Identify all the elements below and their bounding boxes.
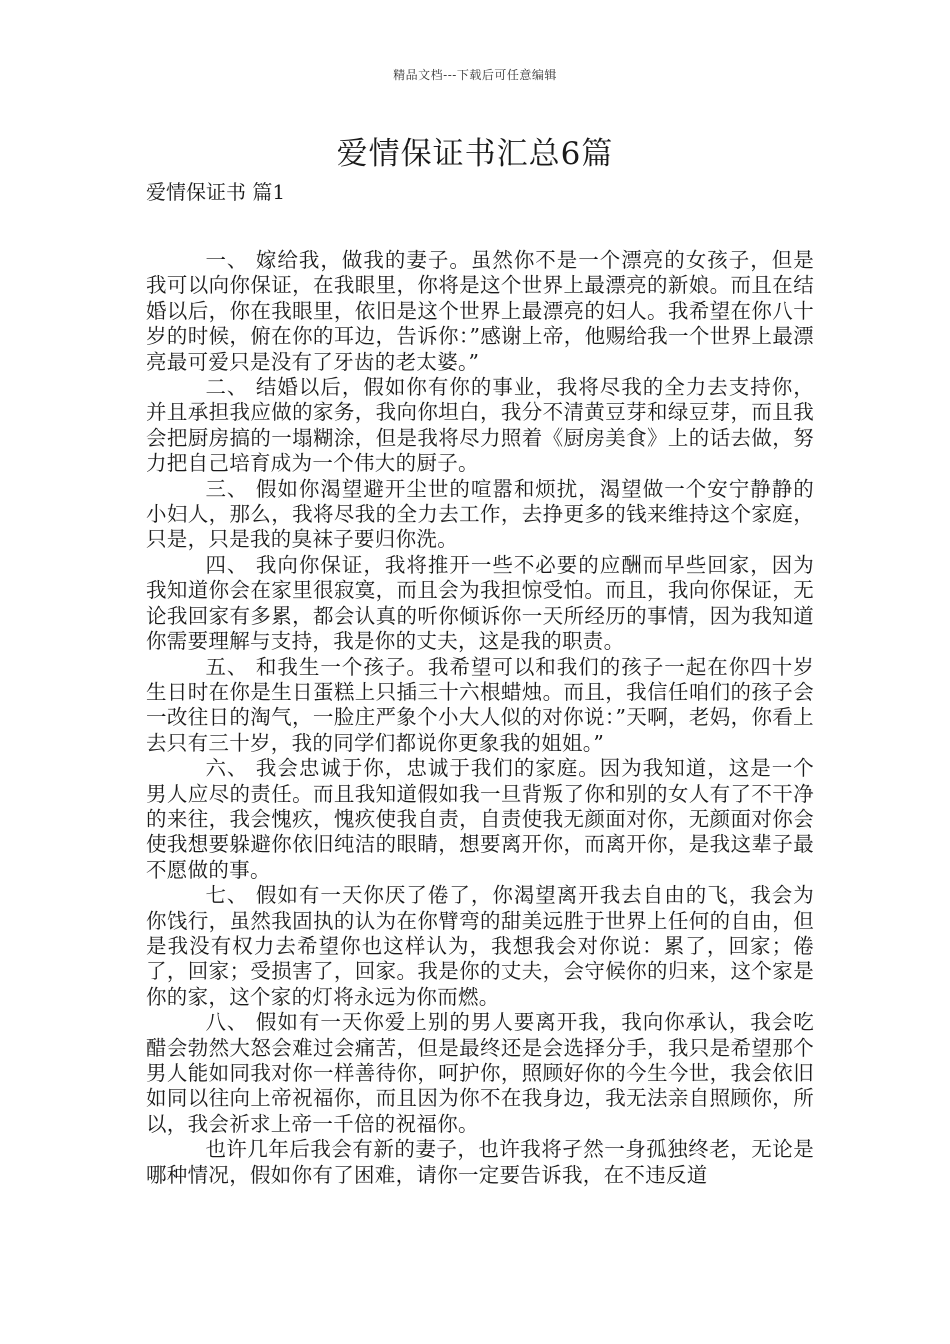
paragraph-4: 四、 我向你保证，我将推开一些不必要的应酬而早些回家，因为我知道你会在家里很寂寞，而且会为我担惊受怕。而且，我向你保证，无论我回家有多累，都会认真的听你倾诉你一天所经历的事情，因为我知道你需要理解与支持，我是你的丈夫，这是我的职责。: [146, 552, 814, 654]
paragraph-1: 一、 嫁给我，做我的妻子。虽然你不是一个漂亮的女孩子，但是我可以向你保证，在我眼里，你将是这个世界上最漂亮的新娘。而且在结婚以后，你在我眼里，依旧是这个世界上最漂亮的妇人。我希望在你八十岁的时候，俯在你的耳边，告诉你：”感谢上帝，他赐给我一个世界上最漂亮最可爱只是没有了牙齿的老太婆。”: [146, 248, 814, 374]
document-title: 爱情保证书汇总6篇: [336, 136, 614, 172]
paragraph-8: 八、 假如有一天你爱上别的男人要离开我，我向你承认，我会吃醋会勃然大怒会难过会痛苦，但是最终还是会选择分手，我只是希望那个男人能如同我对你一样善待你，呵护你，照顾好你的今生今世，我会依旧如同以往向上帝祝福你，而且因为你不在我身边，我无法亲自照顾你，所以，我会祈求上帝一千倍的祝福你。: [146, 1010, 814, 1136]
paragraph-7: 七、 假如有一天你厌了倦了，你渴望离开我去自由的飞，我会为你饯行，虽然我固执的认为在你臂弯的甜美远胜于世界上任何的自由，但是我没有权力去希望你也这样认为，我想我会对你说：累了，回家；倦了，回家；受损害了，回家。我是你的丈夫，会守候你的归来，这个家是你的家，这个家的灯将永远为你而燃。: [146, 883, 814, 1009]
document-body: [146, 248, 814, 1188]
paragraph-6: 六、 我会忠诚于你，忠诚于我们的家庭。因为我知道，这是一个男人应尽的责任。而且我知道假如我一旦背叛了你和别的女人有了不干净的来往，我会愧疚，愧疚使我自责，自责使我无颜面对你，无颜面对你会使我想要躲避你依旧纯洁的眼睛，想要离开你，而离开你，是我这辈子最不愿做的事。: [146, 756, 814, 882]
section-title: 爱情保证书 篇1: [146, 180, 286, 204]
header-note: 精品文档---下载后可任意编辑: [393, 68, 557, 82]
paragraph-5: 五、 和我生一个孩子。我希望可以和我们的孩子一起在你四十岁生日时在你是生日蛋糕上只插三十六根蜡烛。而且，我信任咱们的孩子会一改往日的淘气，一脸庄严象个小大人似的对你说：”天啊，老妈，你看上去只有三十岁，我的同学们都说你更象我的姐姐。”: [146, 654, 814, 755]
paragraph-9: 也许几年后我会有新的妻子，也许我将孑然一身孤独终老，无论是哪种情况，假如你有了困难，请你一定要告诉我，在不违反道: [146, 1137, 814, 1187]
paragraph-3: 三、 假如你渴望避开尘世的喧嚣和烦扰，渴望做一个安宁静静的小妇人，那么，我将尽我的全力去工作，去挣更多的钱来维持这个家庭，只是，只是我的臭袜子要归你洗。: [146, 476, 814, 552]
paragraph-2: 二、 结婚以后，假如你有你的事业，我将尽我的全力去支持你，并且承担我应做的家务，我向你坦白，我分不清黄豆芽和绿豆芽，而且我会把厨房搞的一塌糊涂，但是我将尽力照着《厨房美食》上的话去做，努力把自己培育成为一个伟大的厨子。: [146, 375, 814, 476]
